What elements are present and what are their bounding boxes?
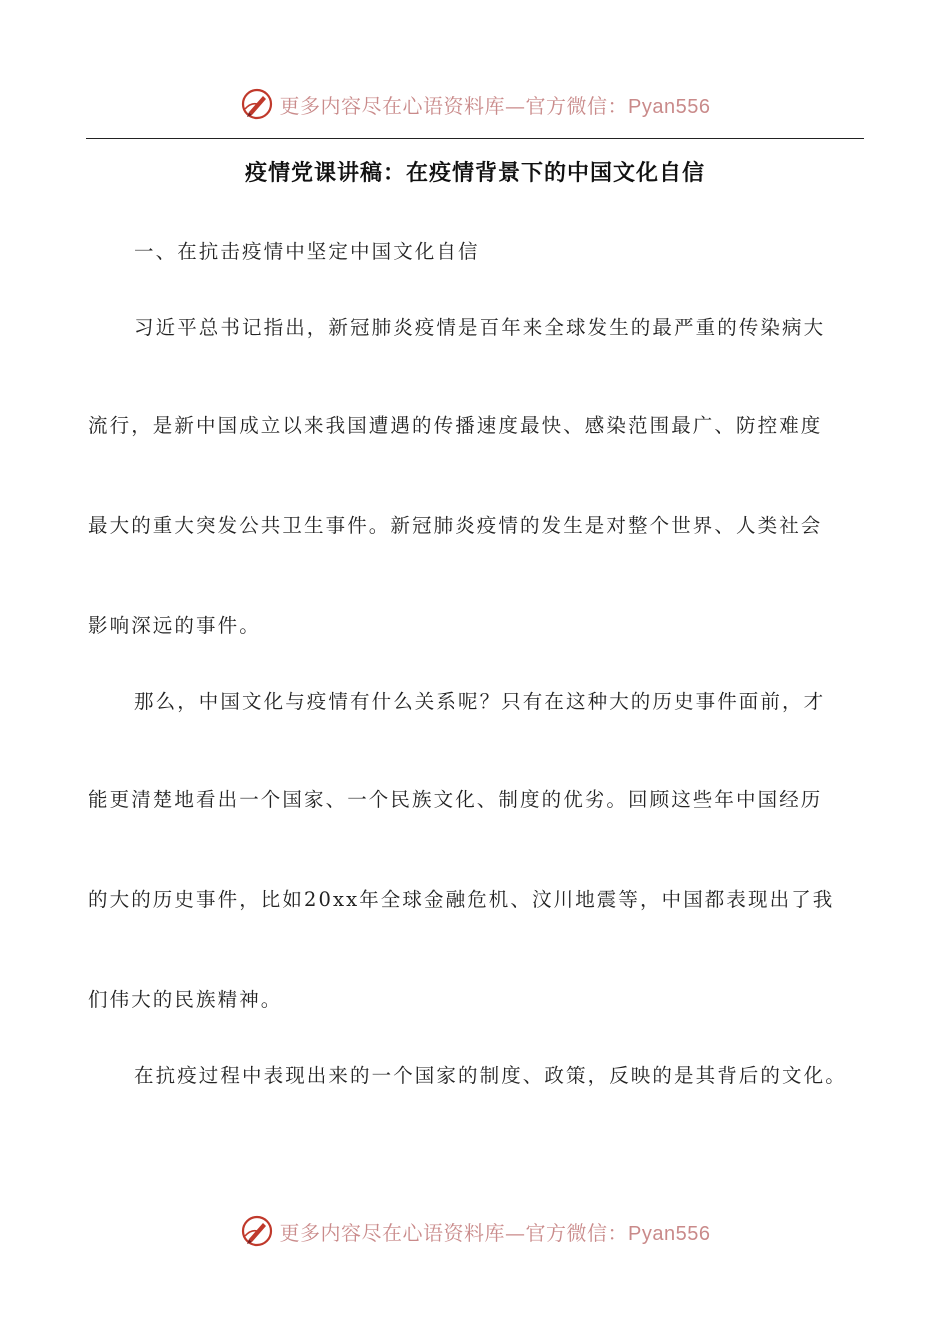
footer-banner-label: 更多内容尽在心语资料库—官方微信： [279,1220,629,1245]
header-banner [0,84,950,124]
paragraph-line: 们伟大的民族精神。 [88,988,283,1011]
footer-banner [0,1211,950,1251]
footer-wechat-id: Pyan556 [628,1222,711,1245]
paragraph-line: 在抗疫过程中表现出来的一个国家的制度、政策，反映的是其背后的文化。 [134,1064,847,1087]
paragraph-line: 能更清楚地看出一个国家、一个民族文化、制度的优劣。回顾这些年中国经历 [88,788,823,811]
pen-logo-icon [240,87,274,121]
paragraph-line: 的大的历史事件，比如20xx年全球金融危机、汶川地震等，中国都表现出了我 [88,888,835,911]
section-heading: 一、在抗击疫情中坚定中国文化自信 [134,240,480,263]
paragraph-line: 流行，是新中国成立以来我国遭遇的传播速度最快、感染范围最广、防控难度 [88,414,823,437]
document-title: 疫情党课讲稿：在疫情背景下的中国文化自信 [244,160,705,186]
header-banner-text [280,90,711,119]
paragraph-line: 影响深远的事件。 [88,614,261,637]
paragraph-line: 最大的重大突发公共卫生事件。新冠肺炎疫情的发生是对整个世界、人类社会 [88,514,823,537]
footer-banner-text [280,1217,711,1246]
paragraph-line: 习近平总书记指出，新冠肺炎疫情是百年来全球发生的最严重的传染病大 [134,316,826,339]
paragraph-line: 那么，中国文化与疫情有什么关系呢？只有在这种大的历史事件面前，才 [134,690,826,713]
pen-logo-icon [240,1214,274,1248]
header-divider [86,138,864,139]
header-banner-label: 更多内容尽在心语资料库—官方微信： [279,93,629,118]
header-wechat-id: Pyan556 [628,95,711,118]
